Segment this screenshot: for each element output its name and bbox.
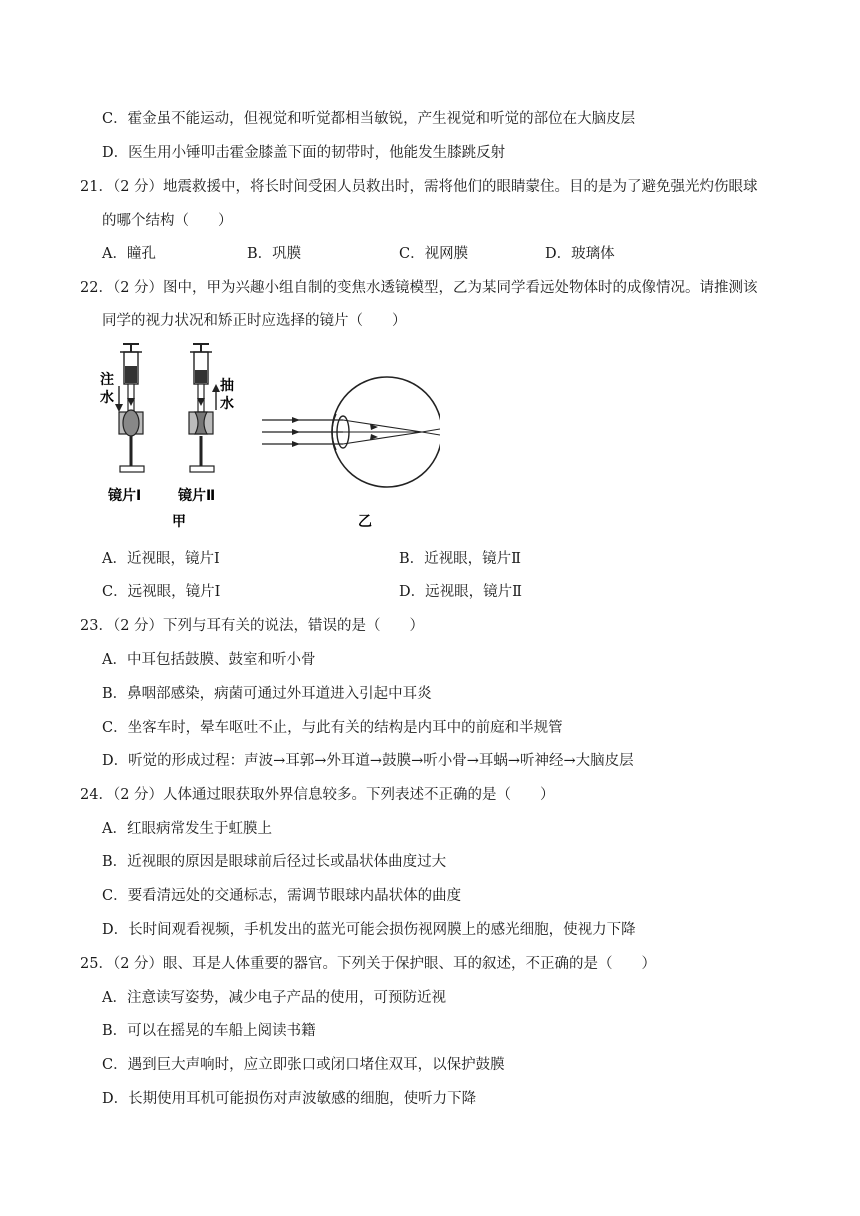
lens1-label: 镜片Ⅰ [108,488,142,504]
q22-option-d: D．远视眼，镜片Ⅱ [399,584,522,600]
q21-stem-line1: 21．（2 分）地震救援中，将长时间受困人员救出时，需将他们的眼睛蒙住。目的是为了避免强光灼伤眼球 [80,179,758,195]
q21-option-b: B．巩膜 [247,246,302,262]
q21-option-a: A．瞳孔 [102,246,156,262]
q25-option-a: A．注意读写姿势，减少电子产品的使用，可预防近视 [102,990,446,1006]
inject-label-2: 水 [100,390,114,406]
q22-figure [100,340,440,535]
q22-option-c: C．远视眼，镜片Ⅰ [102,584,221,600]
yi-label: 乙 [358,514,372,530]
lens-eye-diagram [100,340,440,535]
q20-option-c: C．霍金虽不能运动，但视觉和听觉都相当敏锐，产生视觉和听觉的部位在大脑皮层 [102,111,636,127]
q22-option-b: B．近视眼，镜片Ⅱ [399,551,522,567]
q22-stem-line2: 同学的视力状况和矫正时应选择的镜片（ ） [102,313,407,329]
q24-option-c: C．要看清远处的交通标志，需调节眼球内晶状体的曲度 [102,888,462,904]
q22-option-a: A．近视眼，镜片Ⅰ [102,551,220,567]
q25-option-b: B．可以在摇晃的车船上阅读书籍 [102,1023,316,1039]
q24-stem: 24．（2 分）人体通过眼获取外界信息较多。下列表述不正确的是（ ） [80,787,555,803]
inject-label-1: 注 [100,372,114,388]
q24-option-b: B．近视眼的原因是眼球前后径过长或晶状体曲度过大 [102,854,447,870]
q23-option-d: D．听觉的形成过程：声波→耳郭→外耳道→鼓膜→听小骨→耳蜗→听神经→大脑皮层 [102,753,634,769]
q21-option-c: C．视网膜 [399,246,469,262]
q23-option-b: B．鼻咽部感染，病菌可通过外耳道进入引起中耳炎 [102,686,432,702]
eye-diagram [262,377,440,487]
jia-label: 甲 [172,514,186,530]
lens2-label: 镜片Ⅱ [178,488,216,504]
draw-label-2: 水 [220,396,234,412]
q25-stem: 25．（2 分）眼、耳是人体重要的器官。下列关于保护眼、耳的叙述，不正确的是（ ） [80,956,657,972]
lens-model-2 [189,344,220,472]
draw-label-1: 抽 [220,378,234,394]
q25-option-c: C．遇到巨大声响时，应立即张口或闭口堵住双耳，以保护鼓膜 [102,1057,505,1073]
q21-stem-line2: 的哪个结构（ ） [102,213,233,229]
q24-option-a: A．红眼病常发生于虹膜上 [102,821,272,837]
q23-option-a: A．中耳包括鼓膜、鼓室和听小骨 [102,652,316,668]
q24-option-d: D．长时间观看视频，手机发出的蓝光可能会损伤视网膜上的感光细胞，使视力下降 [102,922,636,938]
q20-option-d: D．医生用小锤叩击霍金膝盖下面的韧带时，他能发生膝跳反射 [102,145,506,161]
q25-option-d: D．长期使用耳机可能损伤对声波敏感的细胞，使听力下降 [102,1091,477,1107]
lens-model-1 [115,344,144,472]
q21-option-d: D．玻璃体 [545,246,615,262]
q22-stem-line1: 22．（2 分）图中，甲为兴趣小组自制的变焦水透镜模型，乙为某同学看远处物体时的成像情况。请推测该 [80,280,758,296]
q23-stem: 23．（2 分）下列与耳有关的说法，错误的是（ ） [80,618,425,634]
q23-option-c: C．坐客车时，晕车呕吐不止，与此有关的结构是内耳中的前庭和半规管 [102,720,563,736]
